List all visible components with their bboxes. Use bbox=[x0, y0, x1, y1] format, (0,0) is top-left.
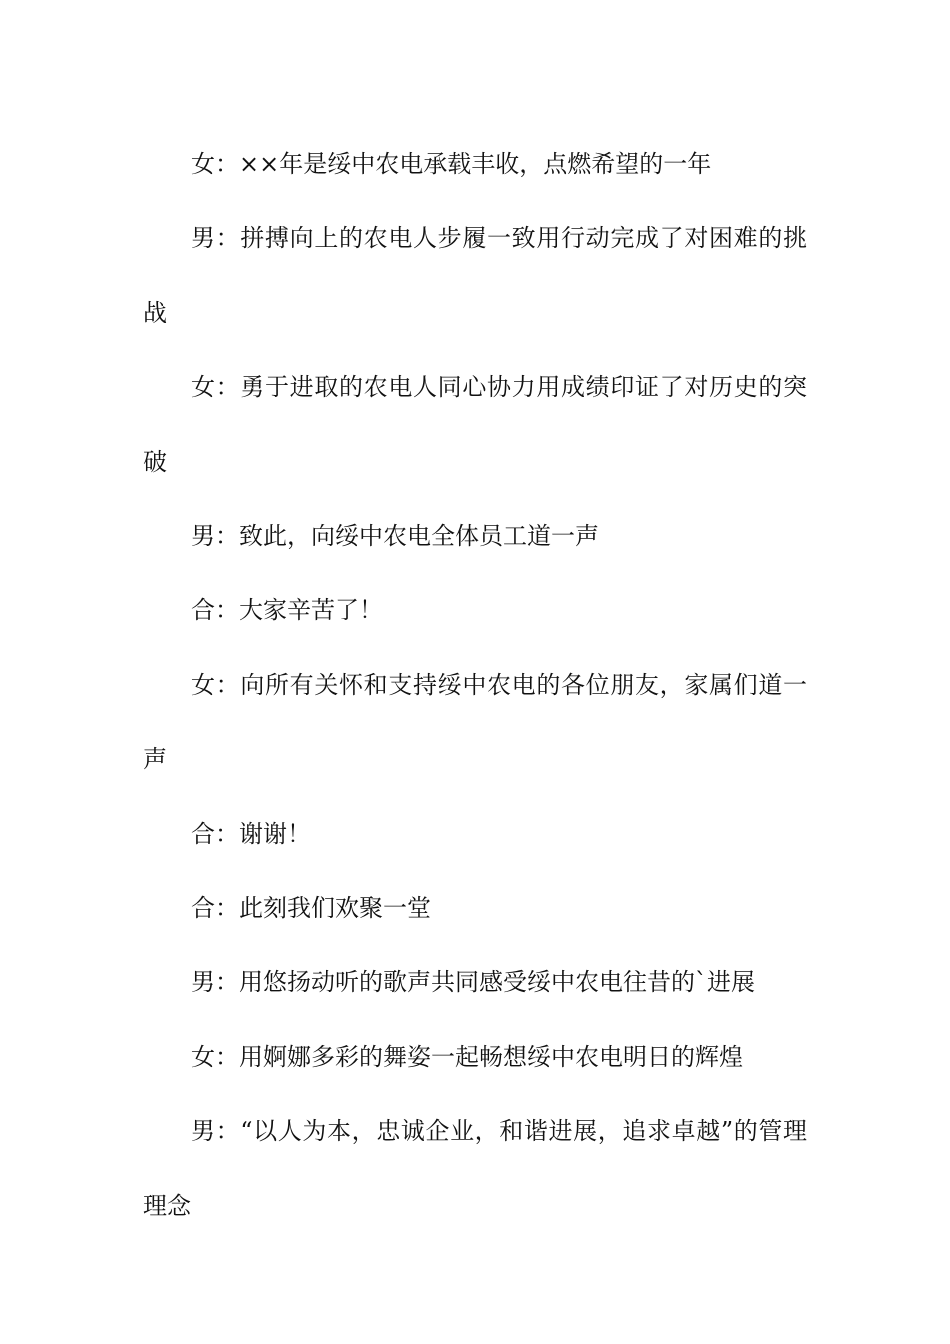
dialogue-line: 合：此刻我们欢聚一堂 bbox=[191, 894, 431, 923]
dialogue-line: 男：“以人为本，忠诚企业，和谐进展，追求卓越”的管理理念 bbox=[143, 1117, 807, 1220]
dialogue-line: 女：用婀娜多彩的舞姿一起畅想绥中农电明日的辉煌 bbox=[191, 1042, 743, 1071]
dialogue-line: 女：向所有关怀和支持绥中农电的各位朋友，家属们道一声 bbox=[143, 670, 807, 774]
dialogue-line: 男：致此，向绥中农电全体员工道一声 bbox=[191, 522, 599, 551]
dialogue-line: 女：勇于进取的农电人同心协力用成绩印证了对历史的突破 bbox=[143, 373, 807, 476]
script-text bbox=[143, 127, 807, 1243]
dialogue-line: 合：大家辛苦了！ bbox=[191, 596, 383, 625]
dialogue-line: 合：谢谢！ bbox=[191, 819, 311, 848]
dialogue-line: 女：××年是绥中农电承载丰收，点燃希望的一年 bbox=[191, 150, 712, 178]
dialogue-line: 男：用悠扬动听的歌声共同感受绥中农电往昔的`进展 bbox=[191, 968, 755, 997]
dialogue-line: 男：拼搏向上的农电人步履一致用行动完成了对困难的挑战 bbox=[143, 224, 807, 327]
